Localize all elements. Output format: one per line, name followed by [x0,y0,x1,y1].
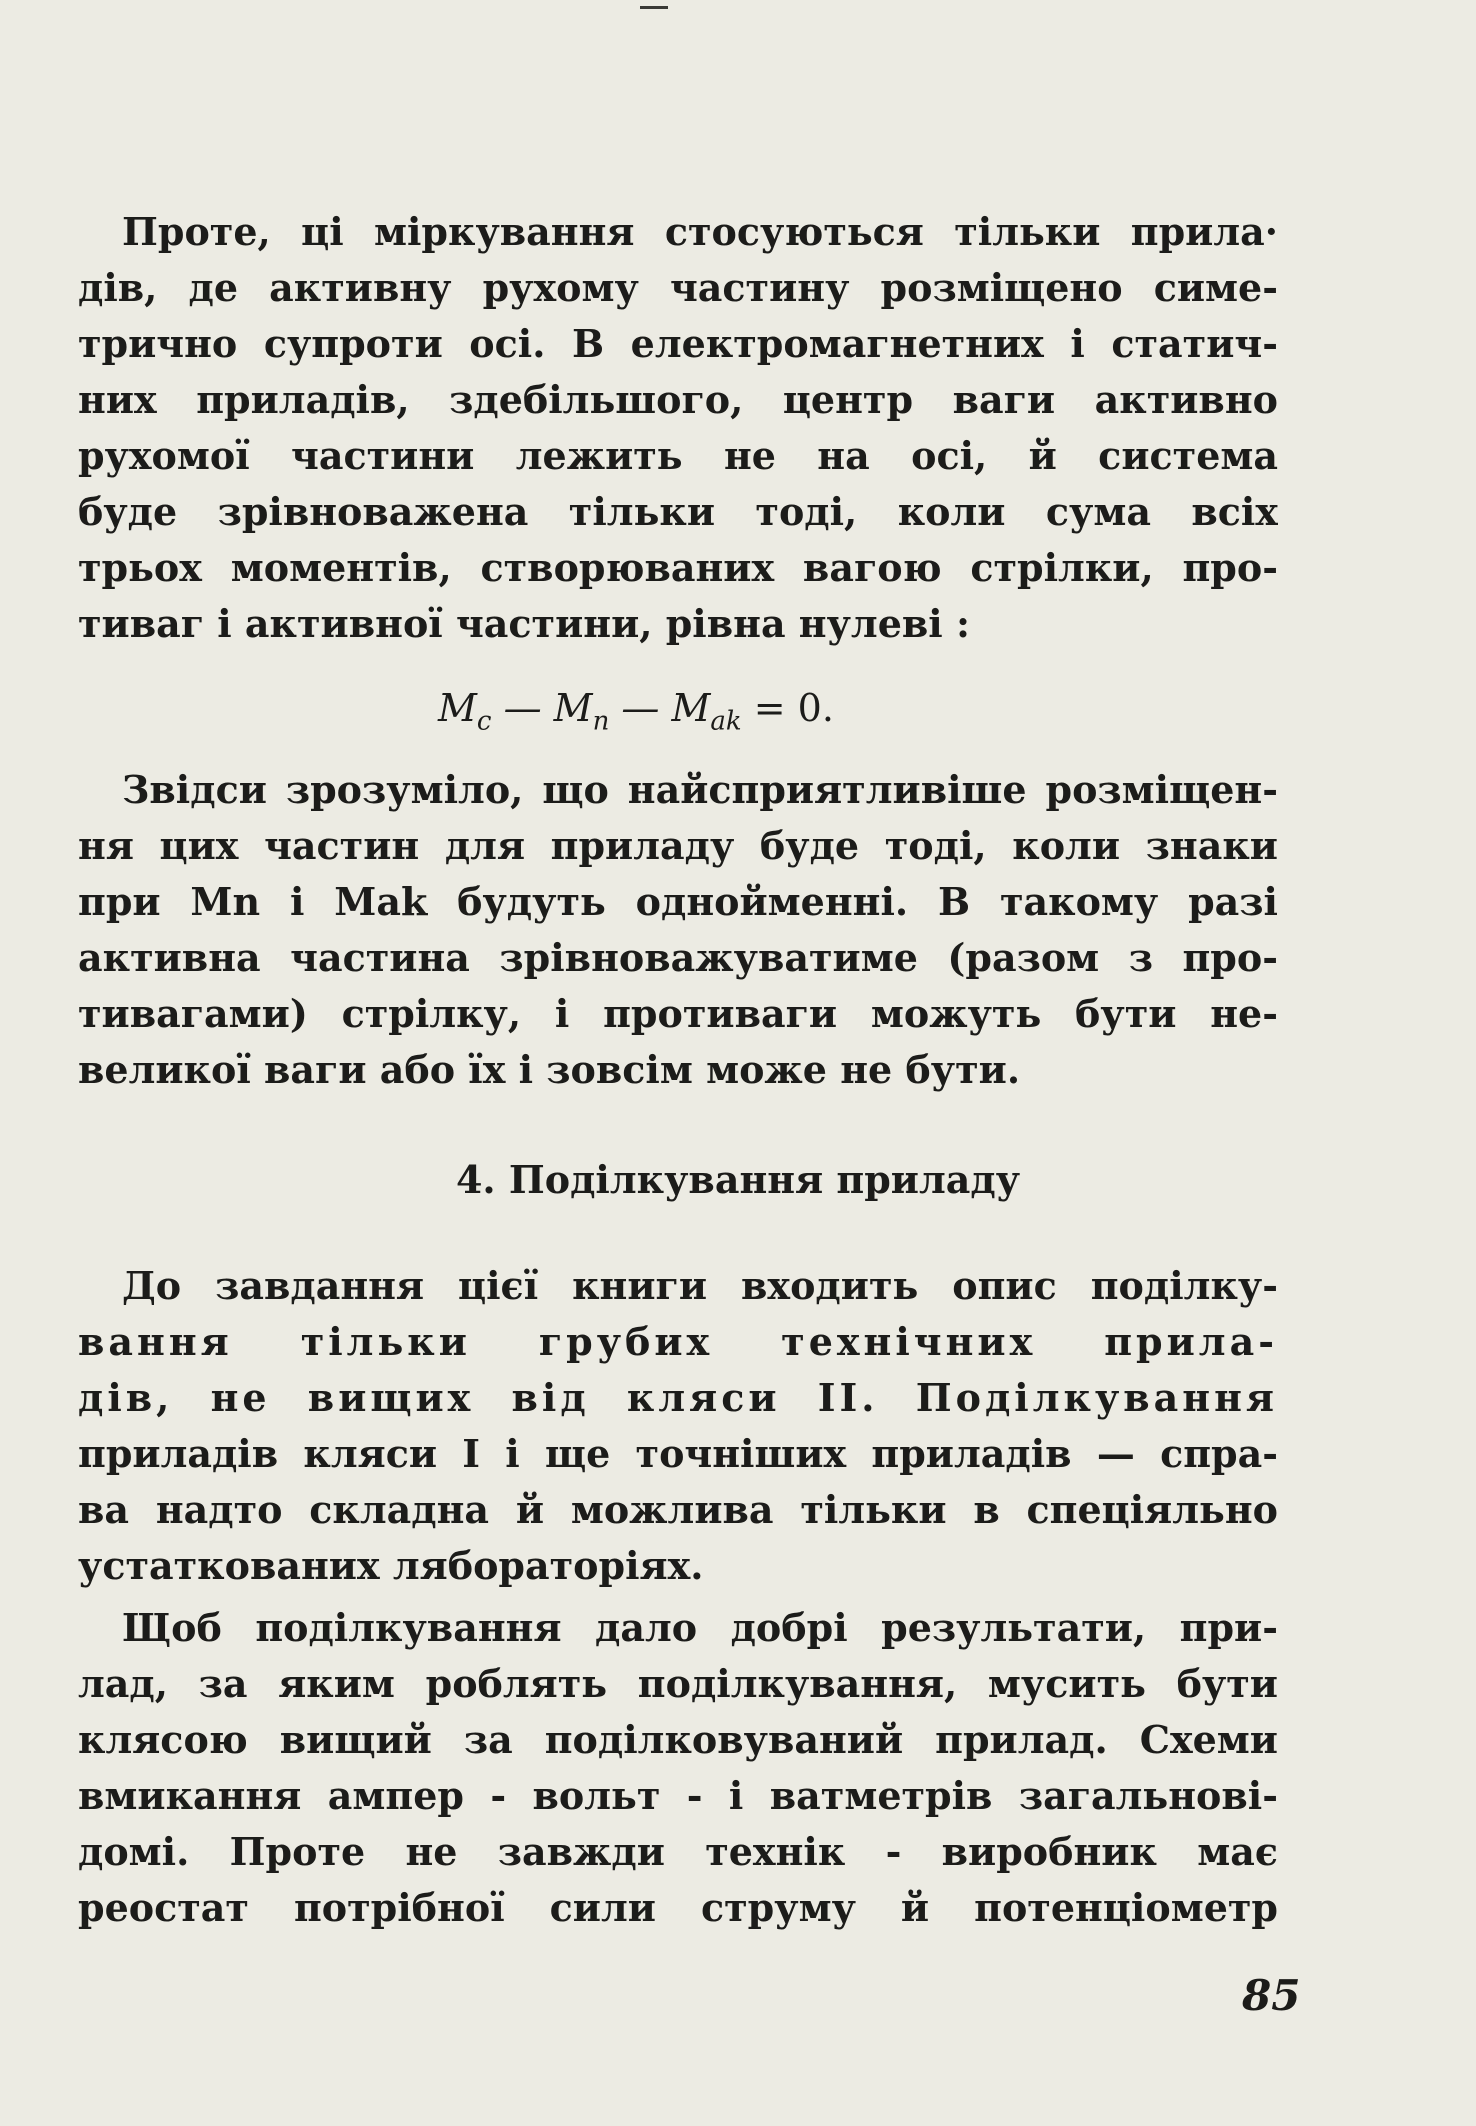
equilibrium-formula: $M_c$ — $M_n$ — $M_{ak} = 0$. [438,686,834,737]
text-line: великої ваги або їх і зовсім може не бути. [78,1047,1021,1092]
text-line: тивагами) стрілку, і противаги можуть бути не- [78,991,1278,1036]
text-line: лад, за яким роблять поділкування, мусить бути [78,1661,1278,1706]
text-line: приладів кляси I і ще точніших приладів — спра- [78,1431,1278,1476]
paragraph-1 [78,204,1278,652]
text-line: Звідси зрозуміло, що найсприятливіше розміщен- [122,767,1278,812]
text-line: них приладів, здебільшого, центр ваги активно [78,377,1278,422]
paragraph-3 [78,1258,1278,1594]
top-mark [640,6,668,9]
text-line: дів, де активну рухому частину розміщено симе- [78,265,1278,310]
text-line: рухомої частини лежить не на осі, й система [78,433,1278,478]
page-number: 85 [1242,1971,1301,2020]
text-line: Щоб поділкування дало добрі результати, при- [122,1605,1278,1650]
text-line: трьох моментів, створюваних вагою стрілки, про- [78,545,1278,590]
text-line: домі. Проте не завжди технік - виробник має [78,1829,1278,1874]
text-line: вання тільки грубих технічних прила- [78,1319,1278,1364]
section-heading: 4. Поділкування приладу [455,1157,1021,1202]
text-line: ва надто складна й можлива тільки в спеціяльно [78,1487,1278,1532]
text-line: ня цих частин для приладу буде тоді, коли знаки [78,823,1278,868]
text-line: клясою вищий за поділковуваний прилад. Схеми [78,1717,1278,1762]
paragraph-2 [78,762,1278,1098]
text-line: Проте, ці міркування стосуються тільки прила· [122,209,1278,254]
paragraph-4 [78,1600,1278,1936]
text-line: трично супроти осі. В електромагнетних і статич- [78,321,1278,366]
text-line: буде зрівноважена тільки тоді, коли сума всіх [78,489,1278,534]
text-line: при Mn і Mak будуть однойменні. В такому разі [78,879,1278,924]
text-line: вмикання ампер - вольт - і ватметрів загальнові- [78,1773,1278,1818]
text-line: тиваг і активної частини, рівна нулеві : [78,601,970,646]
text-line: устаткованих ляборат​оріях. [78,1543,704,1588]
text-line: реостат потрібної сили струму й потенціометр [78,1885,1278,1930]
text-line: дів, не вищих від кляси II. Поділкування [78,1375,1278,1420]
text-line: активна частина зрівноважуватиме (разом з про- [78,935,1278,980]
text-line: До завдання цієї книги входить опис поділку- [122,1263,1278,1308]
